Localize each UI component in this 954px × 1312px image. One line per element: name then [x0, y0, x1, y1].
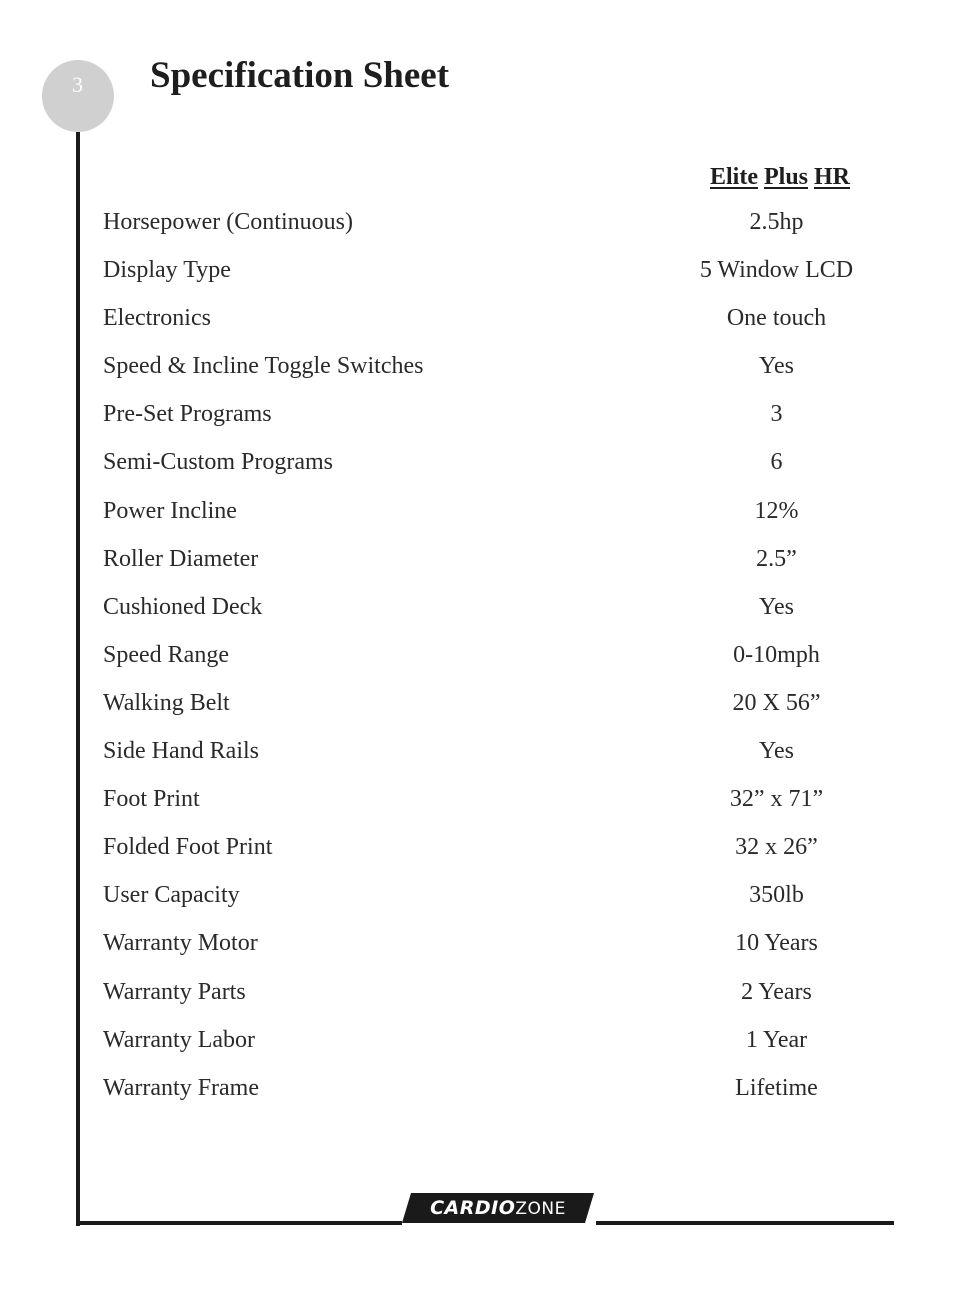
spec-row — [0, 401, 954, 449]
spec-value: 2.5” — [756, 545, 797, 572]
spec-value: 20 X 56” — [732, 689, 821, 716]
spec-value: 5 Window LCD — [699, 257, 854, 284]
spec-value: Yes — [759, 353, 794, 380]
spec-label: Display Type — [103, 257, 231, 284]
spec-row — [0, 930, 954, 978]
spec-row — [0, 642, 954, 690]
spec-value: 12% — [754, 497, 799, 524]
spec-row — [0, 1027, 954, 1075]
bottom-border-line-left — [76, 1221, 402, 1225]
model-name-part-1: Elite — [709, 164, 758, 190]
spec-row — [0, 1075, 954, 1123]
spec-row — [0, 498, 954, 546]
spec-value: 6 — [770, 449, 783, 476]
spec-value: 10 Years — [735, 930, 818, 957]
spec-label: Warranty Labor — [103, 1026, 255, 1053]
spec-label: Foot Print — [103, 786, 200, 813]
spec-value: 2.5hp — [749, 209, 804, 235]
model-name-part-3: HR — [814, 164, 850, 190]
spec-value: 32 x 26” — [735, 834, 818, 861]
model-column-header — [680, 164, 880, 191]
spec-row — [0, 305, 954, 353]
spec-value: 350lb — [749, 882, 804, 909]
logo-text — [402, 1196, 594, 1221]
spec-row — [0, 979, 954, 1027]
specification-table — [0, 209, 954, 1123]
spec-label: Folded Foot Print — [103, 834, 273, 861]
spec-label: Speed & Incline Toggle Switches — [103, 353, 424, 380]
spec-row — [0, 834, 954, 882]
spec-label: Walking Belt — [103, 689, 230, 716]
spec-label: Roller Diameter — [103, 545, 259, 572]
spec-value: 2 Years — [741, 978, 812, 1005]
spec-value: Yes — [759, 738, 794, 765]
spec-label: Warranty Motor — [103, 930, 258, 957]
spec-row — [0, 786, 954, 834]
spec-label: Horsepower (Continuous) — [103, 209, 353, 235]
page-number: 3 — [72, 72, 83, 97]
spec-row — [0, 594, 954, 642]
spec-row — [0, 353, 954, 401]
spec-label: Power Incline — [103, 497, 237, 524]
spec-label: Semi-Custom Programs — [103, 449, 334, 476]
spec-label: Warranty Parts — [103, 978, 246, 1005]
spec-row — [0, 546, 954, 594]
spec-value: One touch — [726, 305, 827, 332]
spec-label: Cushioned Deck — [103, 593, 263, 620]
spec-label: User Capacity — [103, 882, 240, 909]
spec-row — [0, 690, 954, 738]
spec-label: Electronics — [103, 305, 211, 332]
spec-label: Warranty Frame — [103, 1074, 259, 1101]
model-name-part-2: Plus — [763, 164, 808, 190]
spec-value: Yes — [759, 593, 794, 620]
spec-row — [0, 449, 954, 497]
spec-label: Pre-Set Programs — [103, 401, 272, 428]
spec-row — [0, 209, 954, 257]
logo-text-cardio: CARDIO — [430, 1197, 516, 1219]
cardiozone-logo — [402, 1193, 594, 1223]
spec-label: Speed Range — [103, 641, 229, 668]
spec-row — [0, 882, 954, 930]
page-number-badge — [42, 60, 114, 132]
page-title: Specification Sheet — [150, 55, 450, 96]
spec-value: 32” x 71” — [729, 786, 824, 813]
spec-label: Side Hand Rails — [103, 738, 259, 765]
spec-value: Lifetime — [735, 1074, 818, 1101]
logo-text-zone: ZONE — [515, 1199, 566, 1219]
spec-row — [0, 257, 954, 305]
spec-row — [0, 738, 954, 786]
spec-value: 3 — [770, 401, 783, 428]
bottom-border-line-right — [596, 1221, 894, 1225]
spec-value: 0-10mph — [733, 641, 820, 668]
spec-value: 1 Year — [745, 1026, 808, 1053]
